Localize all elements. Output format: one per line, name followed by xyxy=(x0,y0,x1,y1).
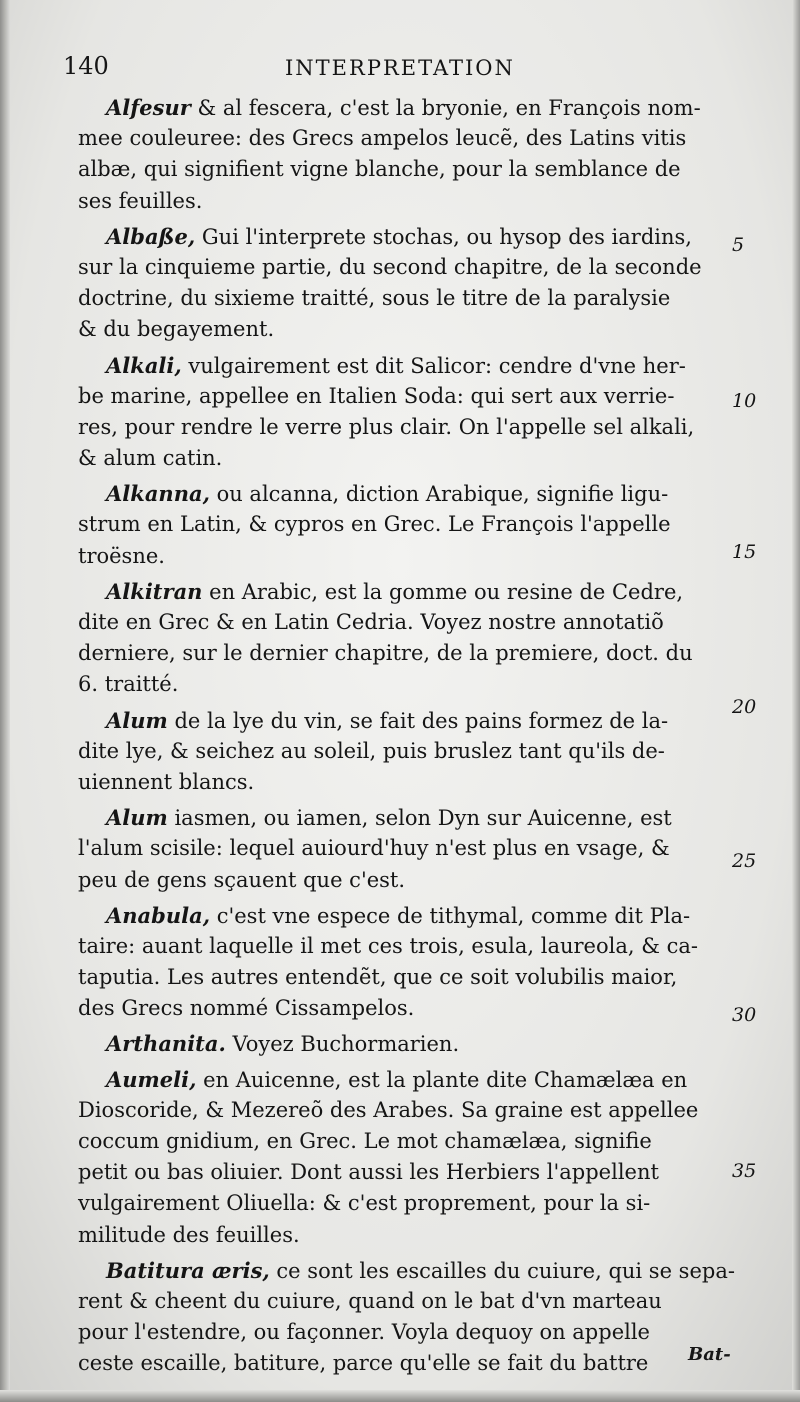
glossary-entry xyxy=(78,350,738,475)
entry-text: Gui l'interprete stochas, ou hysop des iardins, xyxy=(201,224,692,249)
page-number: 140 xyxy=(63,52,109,80)
running-title: INTERPRETATION xyxy=(285,56,515,80)
entry-text: militude des feuilles. xyxy=(78,1222,300,1247)
entry-headword: Alkanna, xyxy=(106,481,210,507)
entry-headword: Alum xyxy=(106,707,168,733)
text-line xyxy=(78,1126,738,1157)
margin-line-number: 10 xyxy=(732,390,757,412)
entry-text: sur la cinquieme partie, du second chapitre, de la seconde xyxy=(78,254,702,279)
glossary-entry xyxy=(78,802,738,896)
glossary-entry xyxy=(78,1064,738,1251)
text-line xyxy=(78,1157,738,1188)
text-line xyxy=(78,931,738,962)
text-line xyxy=(78,1064,738,1095)
entry-text: l'alum scisile: lequel auiourd'huy n'est plus en vsage, & xyxy=(78,836,670,861)
text-line xyxy=(78,221,738,252)
glossary-entry xyxy=(78,1028,738,1059)
text-line xyxy=(78,736,738,767)
margin-line-number: 35 xyxy=(732,1160,757,1182)
page-edge-bottom xyxy=(0,1390,800,1402)
text-line xyxy=(78,186,738,217)
entry-text: vulgairement Oliuella: & c'est proprement, pour la si- xyxy=(78,1191,651,1216)
text-line xyxy=(78,92,738,123)
text-line xyxy=(78,802,738,833)
text-line xyxy=(78,607,738,638)
entry-text: & alum catin. xyxy=(78,446,223,471)
text-line xyxy=(78,993,738,1024)
entry-text: taputia. Les autres entendẽt, que ce soit volubilis maior, xyxy=(78,965,678,990)
text-line xyxy=(78,1028,738,1059)
entry-text: be marine, appellee en Italien Soda: qui sert aux verrie- xyxy=(78,383,675,408)
text-line xyxy=(78,576,738,607)
entry-text: rent & cheent du cuiure, quand on le bat d'vn marteau xyxy=(78,1288,662,1313)
margin-line-number: 5 xyxy=(732,234,745,256)
entry-text: res, pour rendre le verre plus clair. On l'appelle sel alkali, xyxy=(78,414,695,439)
glossary-entry xyxy=(78,478,738,572)
glossary-entry xyxy=(78,92,738,217)
text-line xyxy=(78,1348,738,1379)
text-line xyxy=(78,541,738,572)
entry-text: uiennent blancs. xyxy=(78,769,255,794)
entry-text: vulgairement est dit Salicor: cendre d'vne her- xyxy=(188,353,686,378)
entry-text: en Auicenne, est la plante dite Chamælæa en xyxy=(203,1067,688,1092)
margin-line-number: 15 xyxy=(732,541,757,563)
margin-line-number: 25 xyxy=(732,850,757,872)
text-line xyxy=(78,1286,738,1317)
text-line xyxy=(78,252,738,283)
entry-headword: Alkitran xyxy=(106,578,203,604)
entry-text: pour l'estendre, ou façonner. Voyla dequoy on appelle xyxy=(78,1320,650,1345)
text-line xyxy=(78,443,738,474)
text-line xyxy=(78,638,738,669)
text-line xyxy=(78,1317,738,1348)
glossary-entries xyxy=(78,92,738,1384)
entry-text: albæ, qui signifient vigne blanche, pour la semblance de xyxy=(78,157,681,182)
text-line xyxy=(78,833,738,864)
text-line xyxy=(78,1255,738,1286)
entry-headword: Alum xyxy=(106,805,168,831)
page-edge-right xyxy=(792,0,800,1402)
entry-text: c'est vne espece de tithymal, comme dit Pla- xyxy=(216,903,691,928)
glossary-entry xyxy=(78,221,738,346)
margin-line-number: 20 xyxy=(732,696,757,718)
entry-text: ceste escaille, batiture, parce qu'elle se fait du battre xyxy=(78,1351,649,1376)
entry-text: & al fescera, c'est la bryonie, en François nom- xyxy=(197,96,701,120)
text-line xyxy=(78,154,738,185)
entry-text: iasmen, ou iamen, selon Dyn sur Auicenne, est xyxy=(174,806,672,831)
text-line xyxy=(78,509,738,540)
entry-text: Dioscoride, & Mezereõ des Arabes. Sa graine est appellee xyxy=(78,1097,699,1122)
glossary-entry xyxy=(78,576,738,701)
text-line xyxy=(78,283,738,314)
entry-text: dite en Grec & en Latin Cedria. Voyez nostre annotatiõ xyxy=(78,610,664,634)
text-line xyxy=(78,1188,738,1219)
entry-text: en Arabic, est la gomme ou resine de Cedre, xyxy=(209,579,684,604)
entry-text: taire: auant laquelle il met ces trois, esula, laureola, & ca- xyxy=(78,933,698,958)
entry-headword: Batitura æris, xyxy=(106,1257,270,1283)
text-line xyxy=(78,381,738,412)
entry-text: & du begayement. xyxy=(78,317,275,342)
entry-headword: Anabula, xyxy=(106,902,211,928)
text-line xyxy=(78,669,738,700)
text-line xyxy=(78,412,738,443)
entry-text: 6. traitté. xyxy=(78,672,179,697)
text-line xyxy=(78,900,738,931)
text-line xyxy=(78,123,738,154)
text-line xyxy=(78,314,738,345)
page-header xyxy=(55,52,655,92)
entry-headword: Albaße, xyxy=(106,223,196,249)
entry-text: ou alcanna, diction Arabique, signifie ligu- xyxy=(216,482,669,507)
entry-text: des Grecs nommé Cissampelos. xyxy=(78,996,415,1021)
entry-text: mee couleuree: des Grecs ampelos leucẽ, des Latins vitis xyxy=(78,126,687,151)
catchword: Bat- xyxy=(688,1344,731,1365)
text-line xyxy=(78,865,738,896)
text-line xyxy=(78,767,738,798)
entry-text: troësne. xyxy=(78,543,165,568)
entry-text: ce sont les escailles du cuiure, qui se sepa- xyxy=(276,1258,735,1283)
entry-headword: Alfesur xyxy=(106,95,191,120)
glossary-entry xyxy=(78,705,738,799)
text-line xyxy=(78,1095,738,1126)
entry-text: petit ou bas oliuier. Dont aussi les Herbiers l'appellent xyxy=(78,1160,659,1185)
text-line xyxy=(78,1220,738,1251)
entry-text: dite lye, & seichez au soleil, puis bruslez tant qu'ils de- xyxy=(78,738,665,763)
entry-text: derniere, sur le dernier chapitre, de la premiere, doct. du xyxy=(78,641,693,666)
glossary-entry xyxy=(78,1255,738,1380)
entry-text: strum en Latin, & cypros en Grec. Le François l'appelle xyxy=(78,512,671,537)
margin-line-number: 30 xyxy=(732,1004,757,1026)
entry-text: ses feuilles. xyxy=(78,188,203,213)
entry-text: doctrine, du sixieme traitté, sous le titre de la paralysie xyxy=(78,286,671,311)
entry-text: de la lye du vin, se fait des pains formez de la- xyxy=(174,708,669,733)
text-line xyxy=(78,705,738,736)
entry-headword: Arthanita. xyxy=(106,1031,226,1057)
glossary-entry xyxy=(78,900,738,1025)
entry-text: coccum gnidium, en Grec. Le mot chamælæa, signifie xyxy=(78,1129,652,1153)
text-line xyxy=(78,962,738,993)
entry-headword: Alkali, xyxy=(106,352,182,378)
page-edge-left xyxy=(0,0,10,1402)
text-line xyxy=(78,478,738,509)
entry-headword: Aumeli, xyxy=(106,1066,197,1092)
text-line xyxy=(78,350,738,381)
entry-text: peu de gens sçauent que c'est. xyxy=(78,867,406,892)
entry-text: Voyez Buchormarien. xyxy=(232,1032,460,1057)
